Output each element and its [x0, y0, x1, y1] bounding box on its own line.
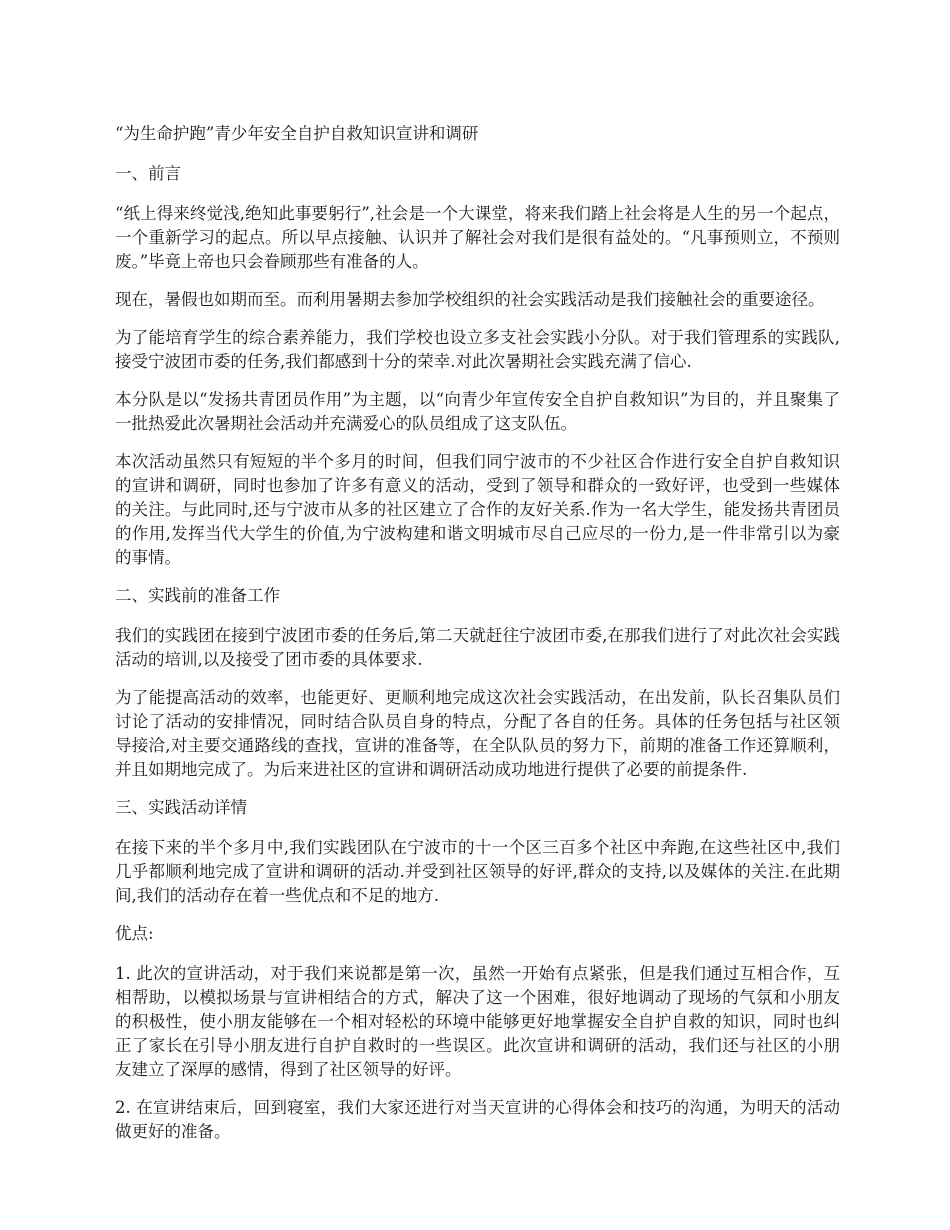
paragraph: “纸上得来终觉浅,绝知此事要躬行”,社会是一个大课堂，将来我们踏上社会将是人生的另一个起点，一个重新学习的起点。所以早点接触、认识并了解社会对我们是很有益处的。“凡事预则立，不预则废。”毕竟上帝也只会眷顾那些有准备的人。 — [115, 204, 840, 271]
paragraph: 为了能提高活动的效率，也能更好、更顺利地完成这次社会实践活动，在出发前，队长召集队员们讨论了活动的安排情况，同时结合队员自身的特点，分配了各自的任务。具体的任务包括与社区领导接洽,对主要交通路线的查找，宣讲的准备等，在全队队员的努力下，前期的准备工作还算顺利，并且如期地完成了。为后来进社区的宣讲和调研活动成功地进行提供了必要的前提条件. — [115, 688, 840, 779]
paragraph: 我们的实践团在接到宁波团市委的任务后,第二天就赶往宁波团市委,在那我们进行了对此次社会实践活动的培训,以及接受了团市委的具体要求. — [115, 626, 840, 669]
section-heading-preparation: 二、实践前的准备工作 — [115, 586, 280, 605]
paragraph: 为了能培育学生的综合素养能力，我们学校也设立多支社会实践小分队。对于我们管理系的实践队,接受宁波团市委的任务,我们都感到十分的荣幸.对此次暑期社会实践充满了信心. — [115, 328, 840, 371]
section-heading-activity-details: 三、实践活动详情 — [115, 798, 247, 817]
list-item: 2. 在宣讲结束后，回到寝室，我们大家还进行对当天宣讲的心得体会和技巧的沟通，为明天的活动做更好的准备。 — [115, 1098, 840, 1141]
document-title: “为生命护跑”青少年安全自护自救知识宣讲和调研 — [115, 124, 479, 143]
paragraph: 现在，暑假也如期而至。而利用暑期去参加学校组织的社会实践活动是我们接触社会的重要途径。 — [115, 290, 825, 309]
paragraph: 在接下来的半个多月中,我们实践团队在宁波市的十一个区三百多个社区中奔跑,在这些社区中,我们几乎都顺利地完成了宣讲和调研的活动.并受到社区领导的好评,群众的支持,以及媒体的关注.在此期间,我们的活动存在着一些优点和不足的地方. — [115, 838, 840, 905]
paragraph: 本分队是以“发扬共青团员作用”为主题，以“向青少年宣传安全自护自救知识”为目的，并且聚集了一批热爱此次暑期社会活动并充满爱心的队员组成了这支队伍。 — [115, 390, 840, 433]
section-heading-preface: 一、前言 — [115, 164, 181, 183]
paragraph: 本次活动虽然只有短短的半个多月的时间，但我们同宁波市的不少社区合作进行安全自护自救知识的宣讲和调研，同时也参加了许多有意义的活动，受到了领导和群众的一致好评，也受到一些媒体的关注。与此同时,还与宁波市从多的社区建立了合作的友好关系.作为一名大学生，能发扬共青团员的作用,发挥当代大学生的价值,为宁波构建和谐文明城市尽自己应尽的一份力,是一件非常引以为豪的事情。 — [115, 452, 840, 567]
advantages-label: 优点: — [115, 924, 154, 943]
list-item: 1. 此次的宣讲活动，对于我们来说都是第一次，虽然一开始有点紧张，但是我们通过互相合作，互相帮助，以模拟场景与宣讲相结合的方式，解决了这一个困难，很好地调动了现场的气氛和小朋友的积极性，使小朋友能够在一个相对轻松的环境中能够更好地掌握安全自护自救的知识，同时也纠正了家长在引导小朋友进行自护自救时的一些误区。此次宣讲和调研的活动，我们还与社区的小朋友建立了深厚的感情，得到了社区领导的好评。 — [115, 964, 840, 1079]
document-page — [115, 122, 840, 1158]
